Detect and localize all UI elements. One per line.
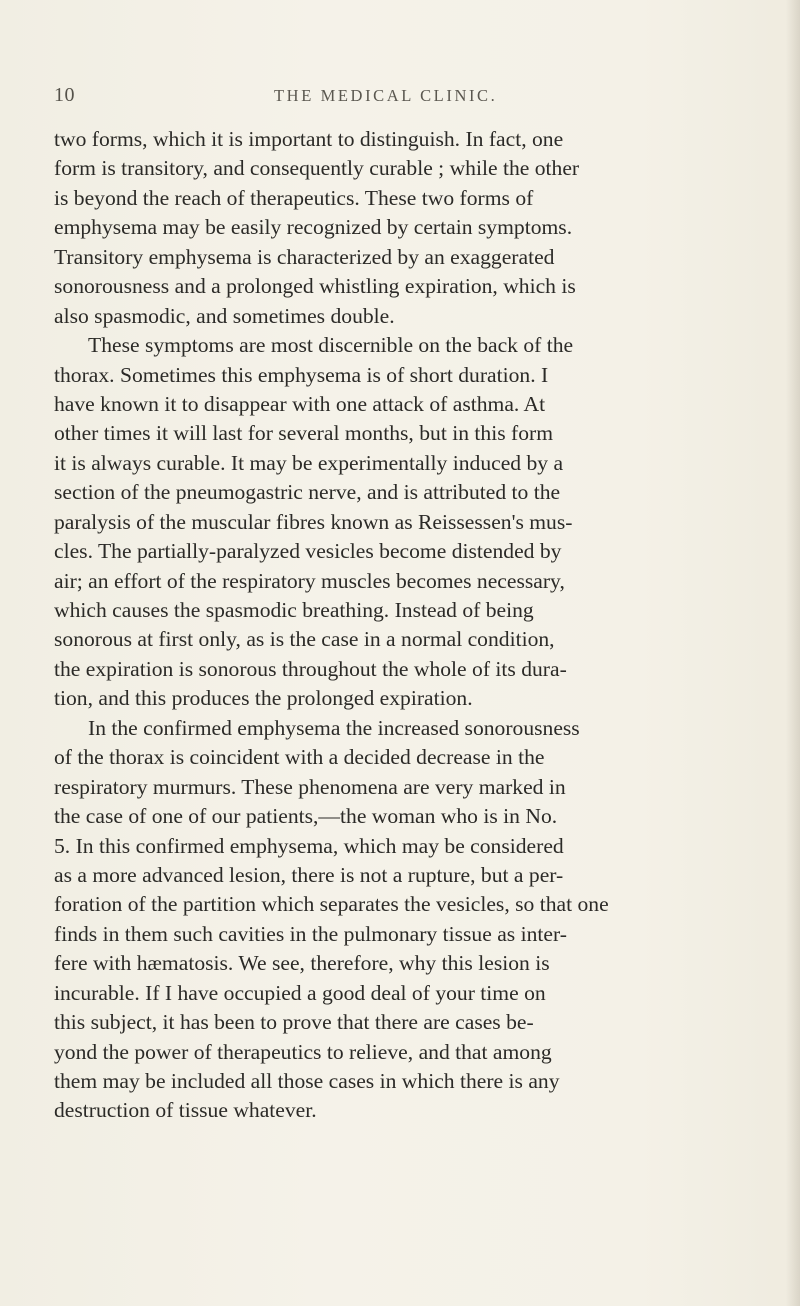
text-line: yond the power of therapeutics to relieve, and that among xyxy=(54,1039,552,1064)
text-line: of the thorax is coincident with a decided decrease in the xyxy=(54,745,545,770)
paragraph-first-line: These symptoms are most discernible on the back of the xyxy=(88,333,574,358)
text-line: incurable. If I have occupied a good deal of your time on xyxy=(54,980,546,1005)
paragraph-first-line: In the confirmed emphysema the increased sonorousness xyxy=(88,715,580,740)
text-line: sonorousness and a prolonged whistling expiration, which is xyxy=(54,274,576,299)
text-line: this subject, it has been to prove that there are cases be- xyxy=(54,1010,534,1035)
text-line: cles. The partially-paralyzed vesicles become distended by xyxy=(54,539,562,564)
page-number: 10 xyxy=(54,84,75,106)
text-line: 5. In this confirmed emphysema, which may be considered xyxy=(54,833,564,858)
text-line: also spasmodic, and sometimes double. xyxy=(54,303,395,328)
text-line: finds in them such cavities in the pulmonary tissue as inter- xyxy=(54,921,567,946)
text-line: the expiration is sonorous throughout the whole of its dura- xyxy=(54,656,567,681)
text-line: other times it will last for several months, but in this form xyxy=(54,421,553,446)
page-edge-shadow xyxy=(786,0,800,1306)
text-line: paralysis of the muscular fibres known as Reissessen's mus- xyxy=(54,509,573,534)
text-line: foration of the partition which separates the vesicles, so that one xyxy=(54,892,609,917)
text-line: Transitory emphysema is characterized by an exaggerated xyxy=(54,244,555,269)
body-text xyxy=(54,125,760,1126)
text-line: have known it to disappear with one attack of asthma. At xyxy=(54,391,546,416)
text-line: them may be included all those cases in which there is any xyxy=(54,1069,560,1093)
text-line: emphysema may be easily recognized by certain symptoms. xyxy=(54,215,573,240)
text-line: respiratory murmurs. These phenomena are very marked in xyxy=(54,774,566,799)
text-line: fere with hæmatosis. We see, therefore, why this lesion is xyxy=(54,951,550,976)
text-line: thorax. Sometimes this emphysema is of short duration. I xyxy=(54,362,549,387)
text-line: which causes the spasmodic breathing. Instead of being xyxy=(54,598,534,622)
text-line: as a more advanced lesion, there is not a rupture, but a per- xyxy=(54,862,564,887)
running-head: THE MEDICAL CLINIC. xyxy=(274,86,498,105)
text-line: it is always curable. It may be experimentally induced by a xyxy=(54,450,564,475)
text-line: tion, and this produces the prolonged expiration. xyxy=(54,686,473,711)
text-line: form is transitory, and consequently curable ; while the other xyxy=(54,156,580,181)
text-line: two forms, which it is important to distinguish. In fact, one xyxy=(54,127,564,151)
text-line: section of the pneumogastric nerve, and is attributed to the xyxy=(54,480,561,505)
text-line: destruction of tissue whatever. xyxy=(54,1098,317,1123)
text-line: sonorous at first only, as is the case in a normal condition, xyxy=(54,627,555,652)
text-line: the case of one of our patients,—the woman who is in No. xyxy=(54,804,558,829)
text-line: is beyond the reach of therapeutics. These two forms of xyxy=(54,185,534,210)
text-line: air; an effort of the respiratory muscles becomes necessary, xyxy=(54,568,565,593)
